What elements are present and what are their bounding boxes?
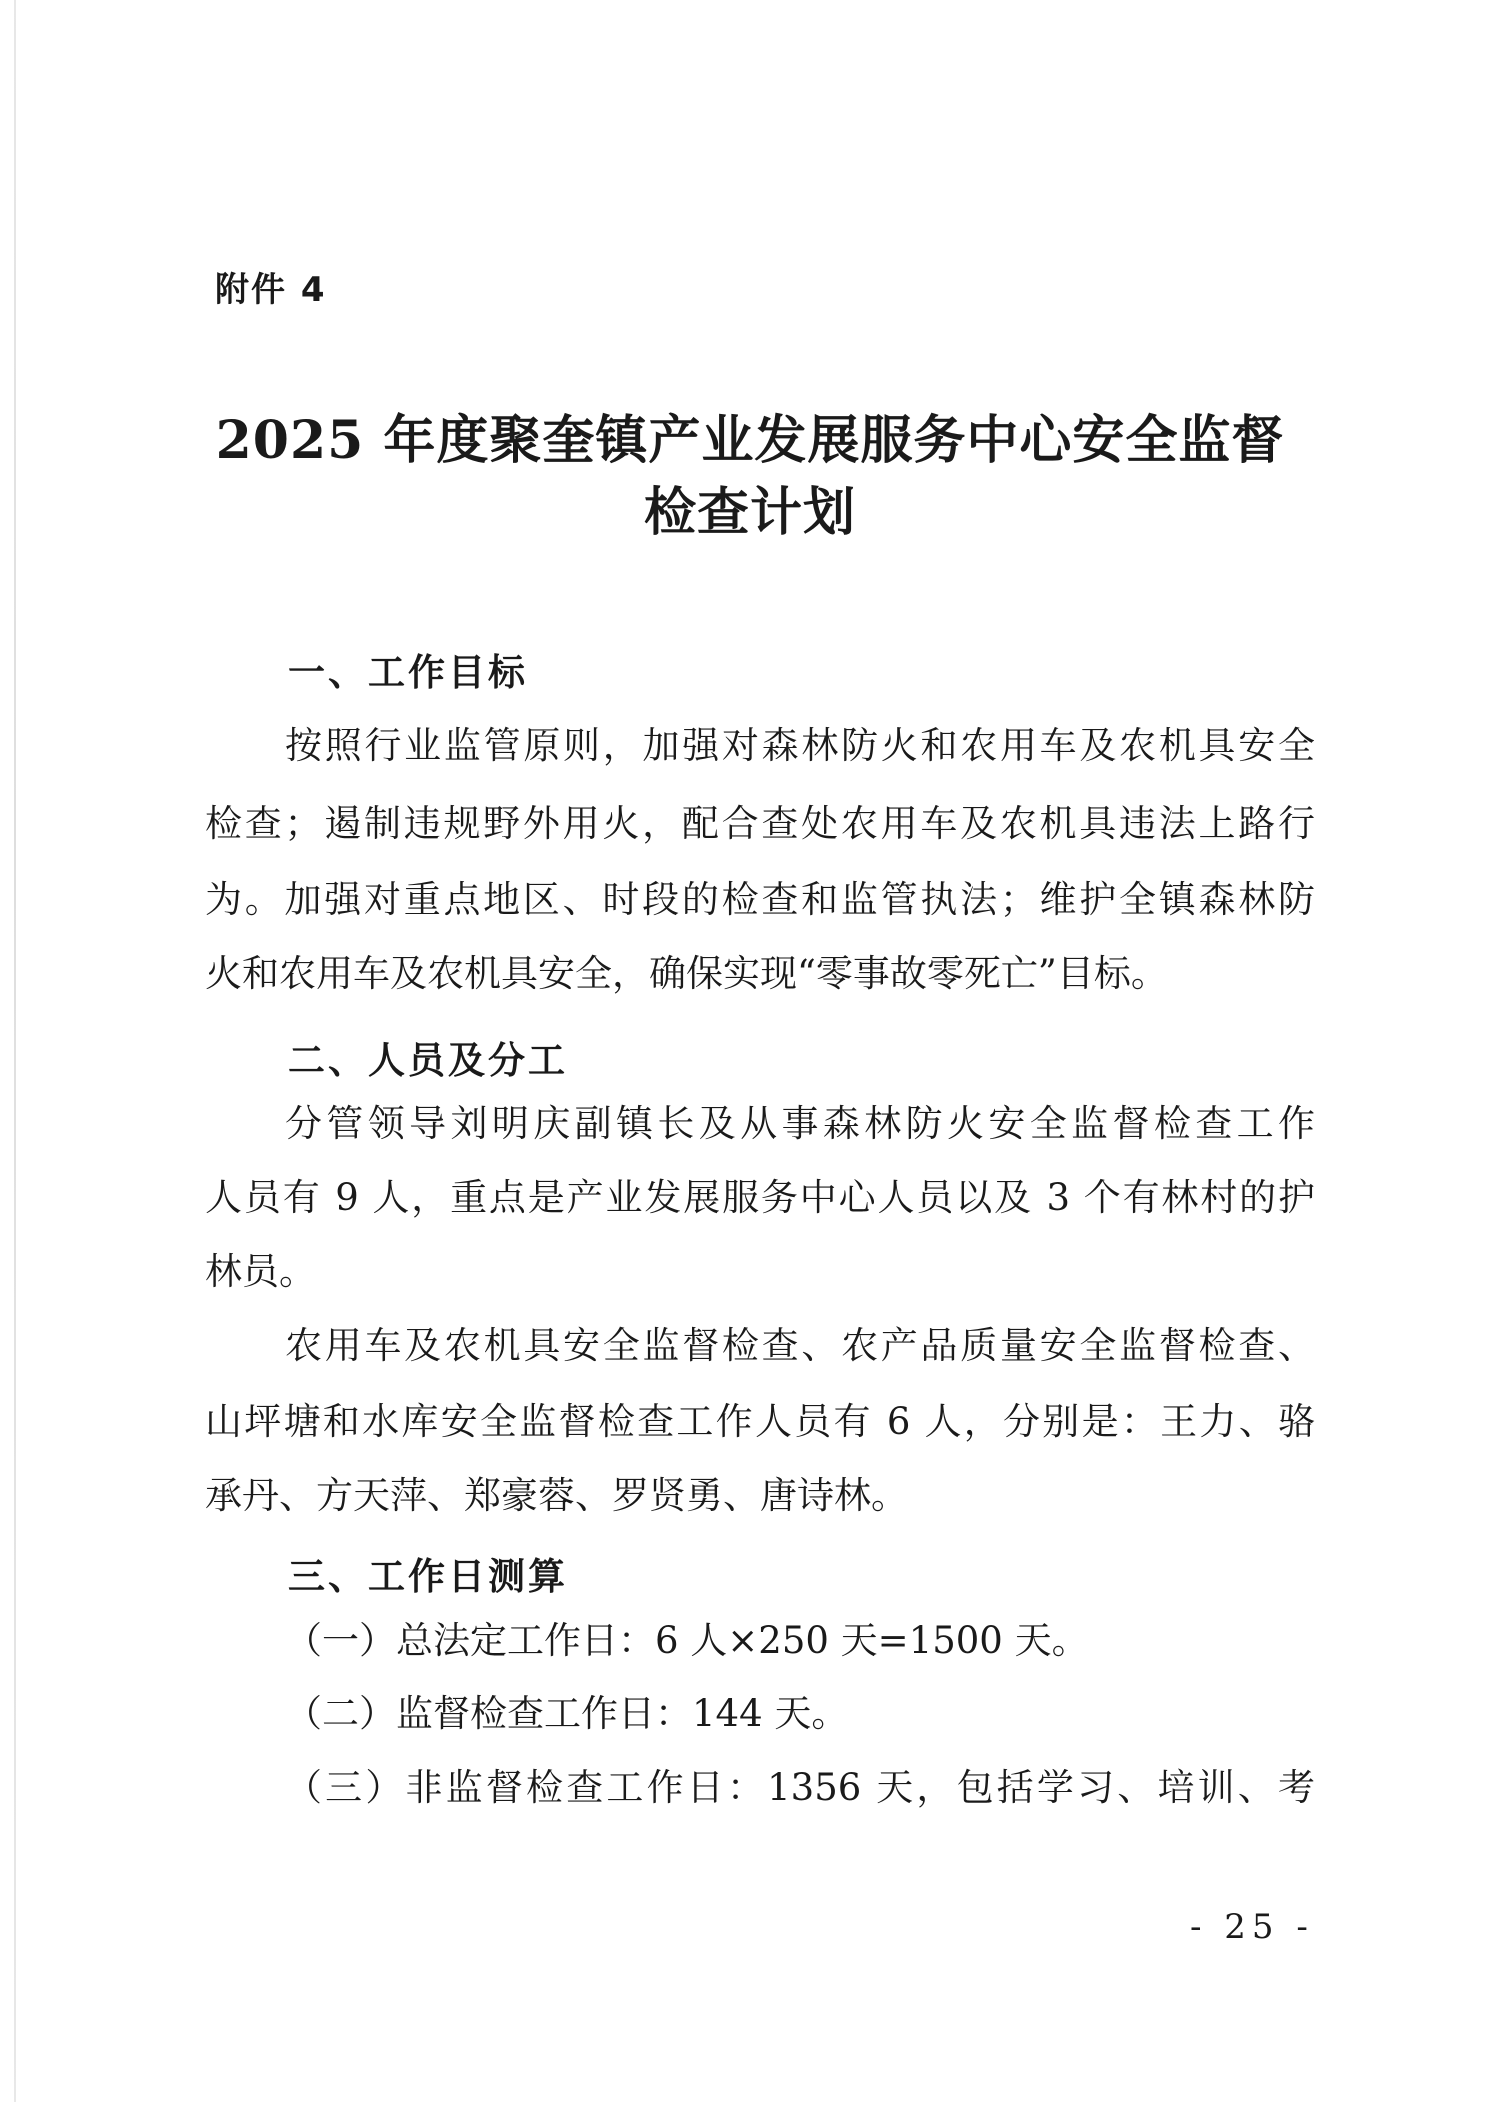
page-number: - 25 - [1190,1907,1314,1947]
paragraph-line: 人员有 9 人，重点是产业发展服务中心人员以及 3 个有林村的护 [205,1176,1315,1219]
paragraph-line: 农用车及农机具安全监督检查、农产品质量安全监督检查、 [285,1324,1315,1367]
paragraph-line: 林员。 [205,1250,316,1293]
paragraph-line: 山坪塘和水库安全监督检查工作人员有 6 人，分别是：王力、骆 [205,1400,1315,1443]
scan-edge [14,0,16,2102]
section-heading-personnel: 二、人员及分工 [288,1039,568,1082]
document-title-line-1: 2025 年度聚奎镇产业发展服务中心安全监督 [215,410,1285,471]
paragraph-line: 检查；遏制违规野外用火，配合查处农用车及农机具违法上路行 [205,802,1315,845]
attachment-label: 附件 4 [215,270,327,310]
paragraph-line: 火和农用车及农机具安全，确保实现“零事故零死亡”目标。 [205,952,1168,995]
paragraph-line: 为。加强对重点地区、时段的检查和监管执法；维护全镇森林防 [205,878,1315,921]
paragraph-line: 承丹、方天萍、郑豪蓉、罗贤勇、唐诗林。 [205,1474,908,1517]
section-heading-goals: 一、工作目标 [288,651,528,694]
list-item: （一）总法定工作日：6 人×250 天=1500 天。 [285,1619,1089,1662]
document-title-line-2: 检查计划 [643,482,856,543]
paragraph-line: 按照行业监管原则，加强对森林防火和农用车及农机具安全 [285,724,1315,767]
paragraph-line: 分管领导刘明庆副镇长及从事森林防火安全监督检查工作 [285,1102,1315,1145]
list-item: （二）监督检查工作日：144 天。 [285,1692,849,1735]
section-heading-workdays: 三、工作日测算 [288,1555,568,1598]
list-item: （三）非监督检查工作日：1356 天，包括学习、培训、考 [285,1766,1315,1809]
